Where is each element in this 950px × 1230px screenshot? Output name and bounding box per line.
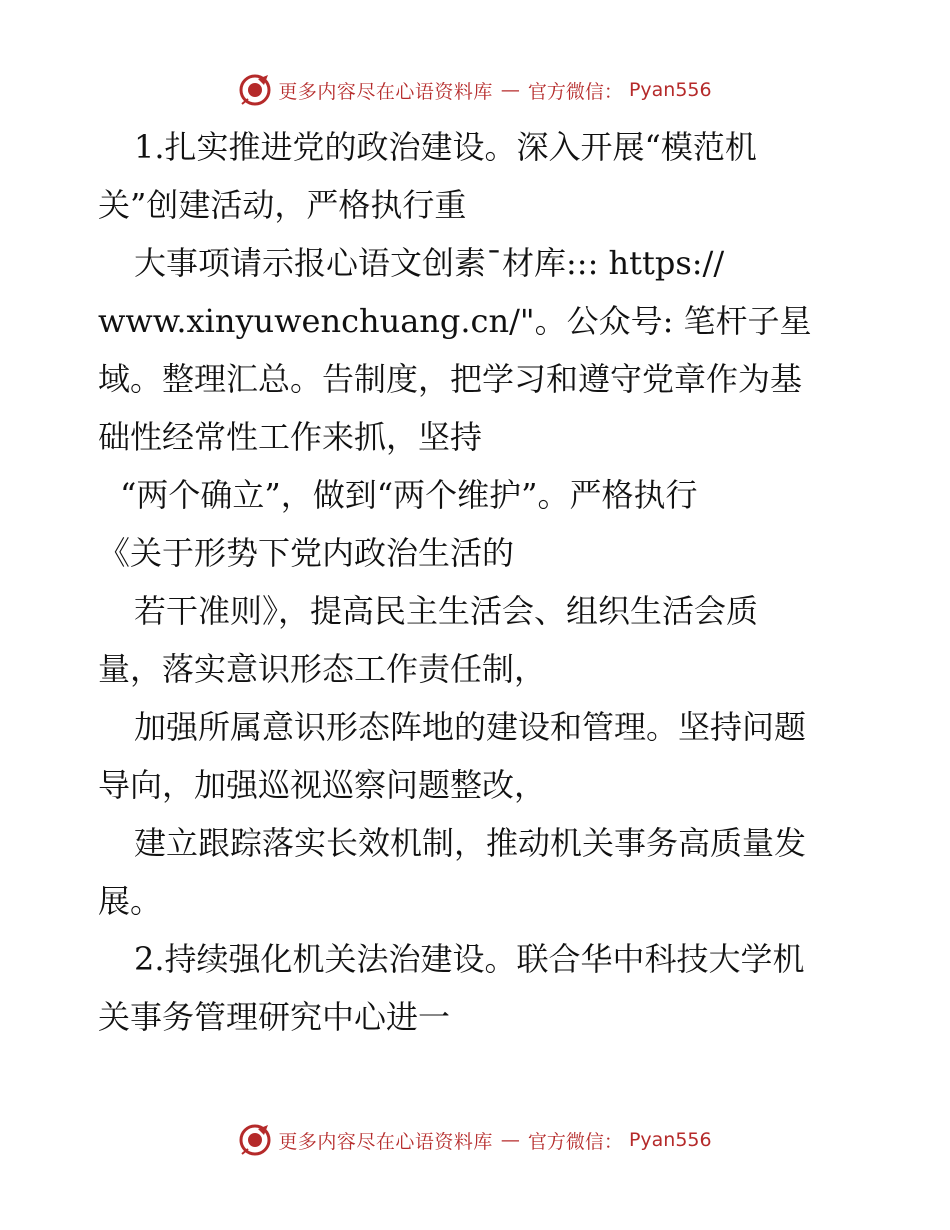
header-brand — [238, 73, 711, 107]
text-line: 若干准则》，提高民主生活会、组织生活会质 — [134, 592, 759, 630]
document-body — [98, 118, 858, 1046]
text-line: 量，落实意识形态工作责任制， — [98, 650, 547, 688]
text-line: 础性经常性工作来抓，坚持 — [98, 418, 483, 456]
text-line: 域。整理汇总。告制度，把学习和遵守党章作为基 — [98, 360, 803, 398]
text-line: 2.持续强化机关法治建设。联合华中科技大学机 — [134, 940, 805, 978]
text-line: 《关于形势下党内政治生活的 — [98, 534, 515, 572]
text-line: 建立跟踪落实长效机制，推动机关事务高质量发 — [134, 824, 807, 862]
text-line: www.xinyuwenchuang.cn/"。公众号: 笔杆子星 — [98, 302, 812, 340]
text-line: 关”创建活动，严格执行重 — [98, 186, 467, 224]
header-dash: — — [500, 79, 520, 101]
brand-logo-icon — [238, 1123, 272, 1157]
text-line: 大事项请示报心语文创素¯材库::: https:// — [134, 244, 725, 282]
footer-brand-text: 更多内容尽在心语资料库 — [278, 1130, 493, 1153]
text-line: 加强所属意识形态阵地的建设和管理。坚持问题 — [134, 708, 807, 746]
text-line: “两个确立”，做到“两个维护”。严格执行 — [120, 476, 698, 514]
footer-brand — [238, 1123, 711, 1157]
footer-dash: — — [500, 1129, 520, 1151]
text-line: 1.扎实推进党的政治建设。深入开展“模范机 — [134, 128, 757, 166]
header-brand-text: 更多内容尽在心语资料库 — [278, 80, 493, 103]
text-line: 展。 — [98, 882, 163, 920]
page-header — [0, 70, 950, 110]
footer-wechat-id: Pyan556 — [628, 1129, 712, 1151]
text-line: 导向，加强巡视巡察问题整改， — [98, 766, 547, 804]
header-wechat-id: Pyan556 — [628, 79, 712, 101]
header-wechat-label: 官方微信： — [527, 80, 623, 103]
footer-wechat-label: 官方微信： — [527, 1130, 623, 1153]
text-line: 关事务管理研究中心进一 — [98, 998, 451, 1036]
page-footer — [0, 1120, 950, 1160]
brand-logo-icon — [238, 73, 272, 107]
